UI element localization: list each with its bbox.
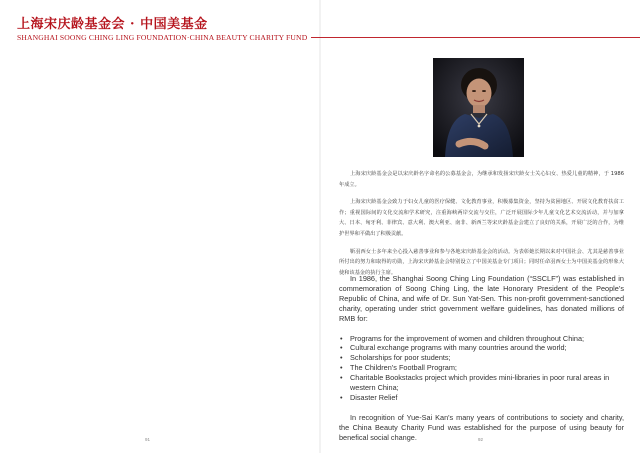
- list-item: • Disaster Relief: [339, 393, 624, 403]
- en-intro-paragraph: In 1986, the Shanghai Soong Ching Ling Foundation (“SSCLF”) was established in commemoration of Soong Ching Ling, the late Honorary President of the People’s Republic of China, and wife of Dr. Sun Yat-Sen. This non-profit government-sanctioned charity, operating under strict government welfare guidelines, has donated millions of RMB for:: [339, 274, 624, 323]
- portrait-illustration: [433, 58, 524, 157]
- cn-paragraph: 上海宋庆龄基金会是以宋庆龄名字命名的公募基金会，为继承和发扬宋庆龄女士关心妇女、热爱儿童的精神，于 1986 年成立。: [339, 171, 624, 188]
- list-item: • Scholarships for poor students;: [339, 353, 624, 363]
- english-text-block: [339, 274, 624, 453]
- list-item: • Programs for the improvement of women and children throughout China;: [339, 334, 624, 344]
- chinese-text-block: [339, 169, 624, 285]
- page-fold: [319, 0, 321, 453]
- english-title: SHANGHAI SOONG CHING LING FOUNDATION·CHINA BEAUTY CHARITY FUND: [17, 33, 308, 42]
- page-number-right: 92: [478, 437, 484, 442]
- page-number-left: 91: [145, 437, 151, 442]
- list-item: • Charitable Bookstacks project which provides mini-libraries in poor rural areas in western China;: [339, 373, 624, 393]
- list-item: • Cultural exchange programs with many countries around the world;: [339, 343, 624, 353]
- header-rule: [311, 37, 640, 38]
- en-closing-paragraph: In recognition of Yue-Sai Kan's many years of contributions to society and charity, the China Beauty Charity Fund was established for the purpose of using beauty for benefical social change.: [339, 412, 624, 442]
- portrait-photo: [433, 58, 524, 157]
- cn-paragraph: 靳羽西女士多年来全心投入慈善事业和参与各地宋庆龄基金会的活动。为表彰她长期以来对中国社会、尤其是慈善事业所付出的努力和取得的功勋，上海宋庆龄基金会特别设立了中国美基金专门项目；同时任命羽西女士为中国美基金的形象大使和该基金的执行主席。: [339, 248, 624, 276]
- list-item: • The Children’s Football Program;: [339, 363, 624, 373]
- donation-list: [339, 334, 624, 403]
- cn-paragraph: 上海宋庆龄基金会致力于妇女儿童的医疗保健、文化教育事业，积极募集资金，坚持为贫困地区、开展文化教育扶贫工作；重视国际间的文化交流和学术研究，注重海峡两岸交流与交往，广泛开展国际少年儿童文化艺术交流活动，并与加拿大、日本、匈牙利、菲律宾、意大利、澳大利亚、南非、新西兰等宋庆龄基金会建立了良好的关系，开展广泛的合作，为维护世界和平做出了积极贡献。: [339, 199, 624, 237]
- chinese-title: 上海宋庆龄基金会 · 中国美基金: [17, 17, 208, 32]
